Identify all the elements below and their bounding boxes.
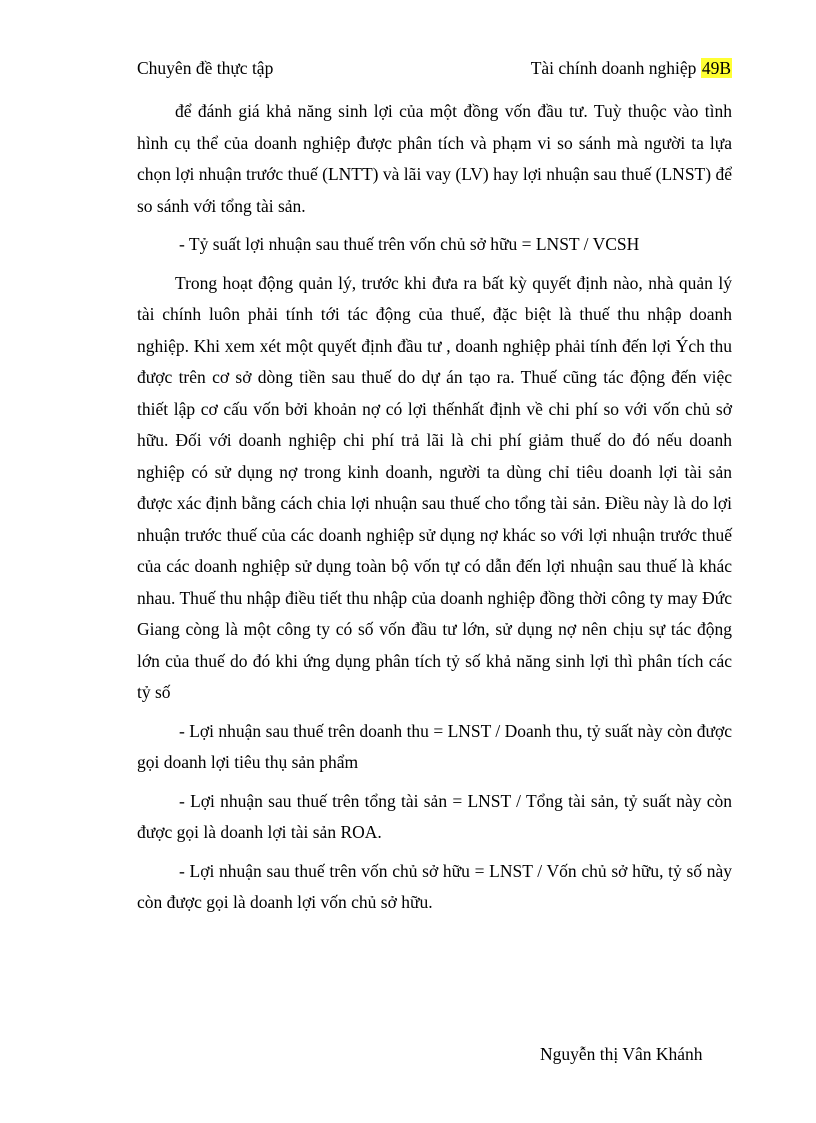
header-right-text: Tài chính doanh nghiệp: [530, 58, 701, 78]
ratio-line-roa: - Lợi nhuận sau thuế trên tổng tài sản = LNST / Tổng tài sản, tỷ suất này còn được gọi là doanh lợi tài sản ROA.: [137, 790, 732, 842]
ratio-line-vcsh: - Tỷ suất lợi nhuận sau thuế trên vốn chủ sở hữu = LNST / VCSH: [179, 234, 640, 254]
header-right-title: [531, 58, 732, 79]
paragraph-1: để đánh giá khả năng sinh lợi của một đồng vốn đầu tư. Tuỳ thuộc vào tình hình cụ thể của doanh nghiệp được phân tích và phạm vi so sánh mà người ta lựa chọn lợi nhuận trước thuế (LNTT) và lãi vay (LV) hay lợi nhuận sau thuế (LNST) để so sánh với tổng tài sản.: [137, 101, 732, 216]
ratio-line-revenue: - Lợi nhuận sau thuế trên doanh thu = LNST / Doanh thu, tỷ suất này còn được gọi doanh lợi tiêu thụ sản phẩm: [137, 720, 732, 772]
document-body: [137, 96, 732, 919]
header-left-title: Chuyên đề thực tập: [137, 58, 274, 78]
header-highlight-badge: 49B: [701, 58, 731, 78]
ratio-line-roe: - Lợi nhuận sau thuế trên vốn chủ sở hữu = LNST / Vốn chủ sở hữu, tỷ số này còn được gọi là doanh lợi vốn chủ sở hữu.: [137, 860, 732, 912]
paragraph-tax: Trong hoạt động quản lý, trước khi đưa ra bất kỳ quyết định nào, nhà quản lý tài chính luôn phải tính tới tác động của thuế, đặc biệt là thuế thu nhập doanh nghiệp. Khi xem xét một quyết định đầu tư , doanh nghiệp phải tính đến lợi Ých thu được trên cơ sở dòng tiền sau thuế do dự án tạo ra. Thuế cũng tác động đến việc thiết lập cơ cấu vốn bởi khoản nợ có lợi thếnhất định về chi phí so với vốn chủ sở hữu. Đối với doanh nghiệp chi phí trả lãi là chi phí giảm thuế do đó nếu doanh nghiệp có sử dụng nợ trong kinh doanh, người ta dùng chỉ tiêu doanh lợi tài sản được xác định bằng cách chia lợi nhuận sau thuế cho tổng tài sản. Điều này là do lợi nhuận trước thuế của các doanh nghiệp sử dụng nợ khác so với lợi nhuận trước thuế của các doanh nghiệp sử dụng toàn bộ vốn tự có dẫn đến lợi nhuận sau thuế là khác nhau. Thuế thu nhập điều tiết thu nhập của doanh nghiệp đồng thời công ty may Đức Giang còng là một công ty có số vốn đầu tư lớn, sử dụng nợ nên chịu sự tác động lớn của thuế do đó khi ứng dụng phân tích tỷ số khả năng sinh lợi thì phân tích các tỷ số: [137, 272, 732, 702]
page-header: [137, 58, 732, 82]
author-signature: Nguyễn thị Vân Khánh: [540, 1044, 703, 1064]
